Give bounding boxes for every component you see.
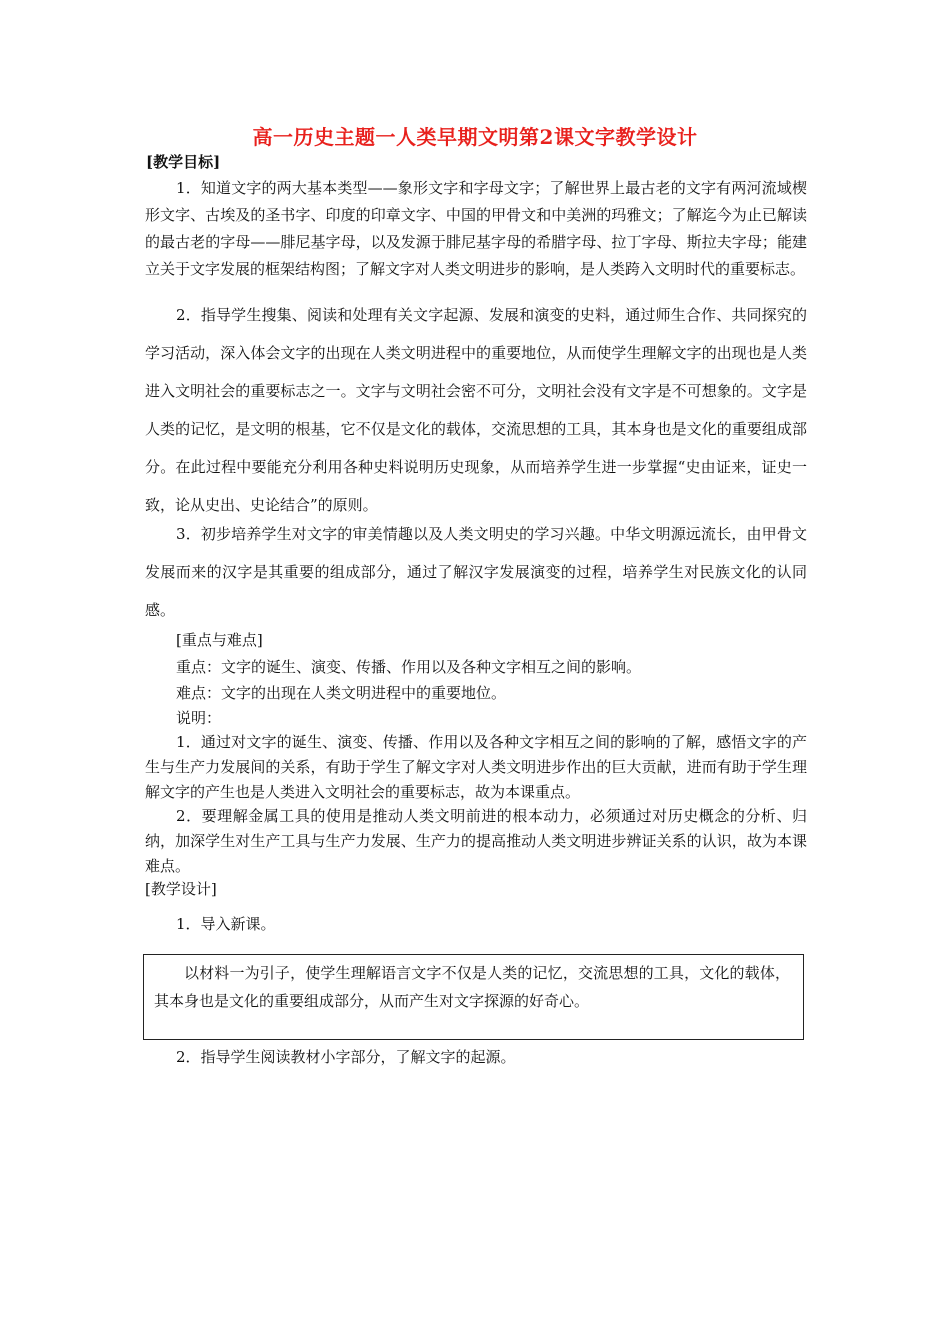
difficulty-text: 难点：文字的出现在人类文明进程中的重要地位。 <box>176 684 507 702</box>
design-step-1: 1．导入新课。 <box>176 915 276 933</box>
document-title: 高一历史主题一人类早期文明第2课文字教学设计 <box>252 125 698 149</box>
design-step-2: 2．指导学生阅读教材小字部分，了解文字的起源。 <box>176 1048 516 1066</box>
focus-text: 重点：文字的诞生、演变、传播、作用以及各种文字相互之间的影响。 <box>176 658 642 676</box>
key-points-heading: [重点与难点] <box>176 631 263 649</box>
explain-label: 说明： <box>176 709 222 727</box>
material-box-text: 以材料一为引子，使学生理解语言文字不仅是人类的记忆，交流思想的工具，文化的载体，其本身也是文化的重要组成部分，从而产生对文字探源的好奇心。 <box>154 964 790 1010</box>
objective-paragraph-1: 1．知道文字的两大基本类型——象形文字和字母文字；了解世界上最古老的文字有两河流域楔形文字、古埃及的圣书字、印度的印章文字、中国的甲骨文和中美洲的玛雅文；了解迄今为止已解读的最古老的字母——腓尼基字母，以及发源于腓尼基字母的希腊字母、拉丁字母、斯拉夫字母；能建立关于文字发展的框架结构图；了解文字对人类文明进步的影响，是人类跨入文明时代的重要标志。 <box>145 179 807 278</box>
design-heading: [教学设计] <box>145 880 217 898</box>
material-box <box>143 954 804 1040</box>
objectives-heading: [教学目标] <box>146 153 221 171</box>
explain-paragraph-2: 2．要理解金属工具的使用是推动人类文明前进的根本动力，必须通过对历史概念的分析、归纳，加深学生对生产工具与生产力发展、生产力的提高推动人类文明进步辨证关系的认识，故为本课难点。 <box>145 807 807 875</box>
objective-paragraph-2: 2．指导学生搜集、阅读和处理有关文字起源、发展和演变的史料，通过师生合作、共同探究的学习活动，深入体会文字的出现在人类文明进程中的重要地位，从而使学生理解文字的出现也是人类进入文明社会的重要标志之一。文字与文明社会密不可分，文明社会没有文字是不可想象的。文字是人类的记忆，是文明的根基，它不仅是文化的载体，交流思想的工具，其本身也是文化的重要组成部分。在此过程中要能充分利用各种史料说明历史现象，从而培养学生进一步掌握“史由证来，证史一致，论从史出、史论结合”的原则。 <box>145 306 807 514</box>
objective-paragraph-3: 3．初步培养学生对文字的审美情趣以及人类文明史的学习兴趣。中华文明源远流长，由甲骨文发展而来的汉字是其重要的组成部分，通过了解汉字发展演变的过程，培养学生对民族文化的认同感。 <box>145 525 807 619</box>
explain-paragraph-1: 1．通过对文字的诞生、演变、传播、作用以及各种文字相互之间的影响的了解，感悟文字的产生与生产力发展间的关系，有助于学生了解文字对人类文明进步作出的巨大贡献，进而有助于学生理解文字的产生也是人类进入文明社会的重要标志，故为本课重点。 <box>145 733 807 801</box>
